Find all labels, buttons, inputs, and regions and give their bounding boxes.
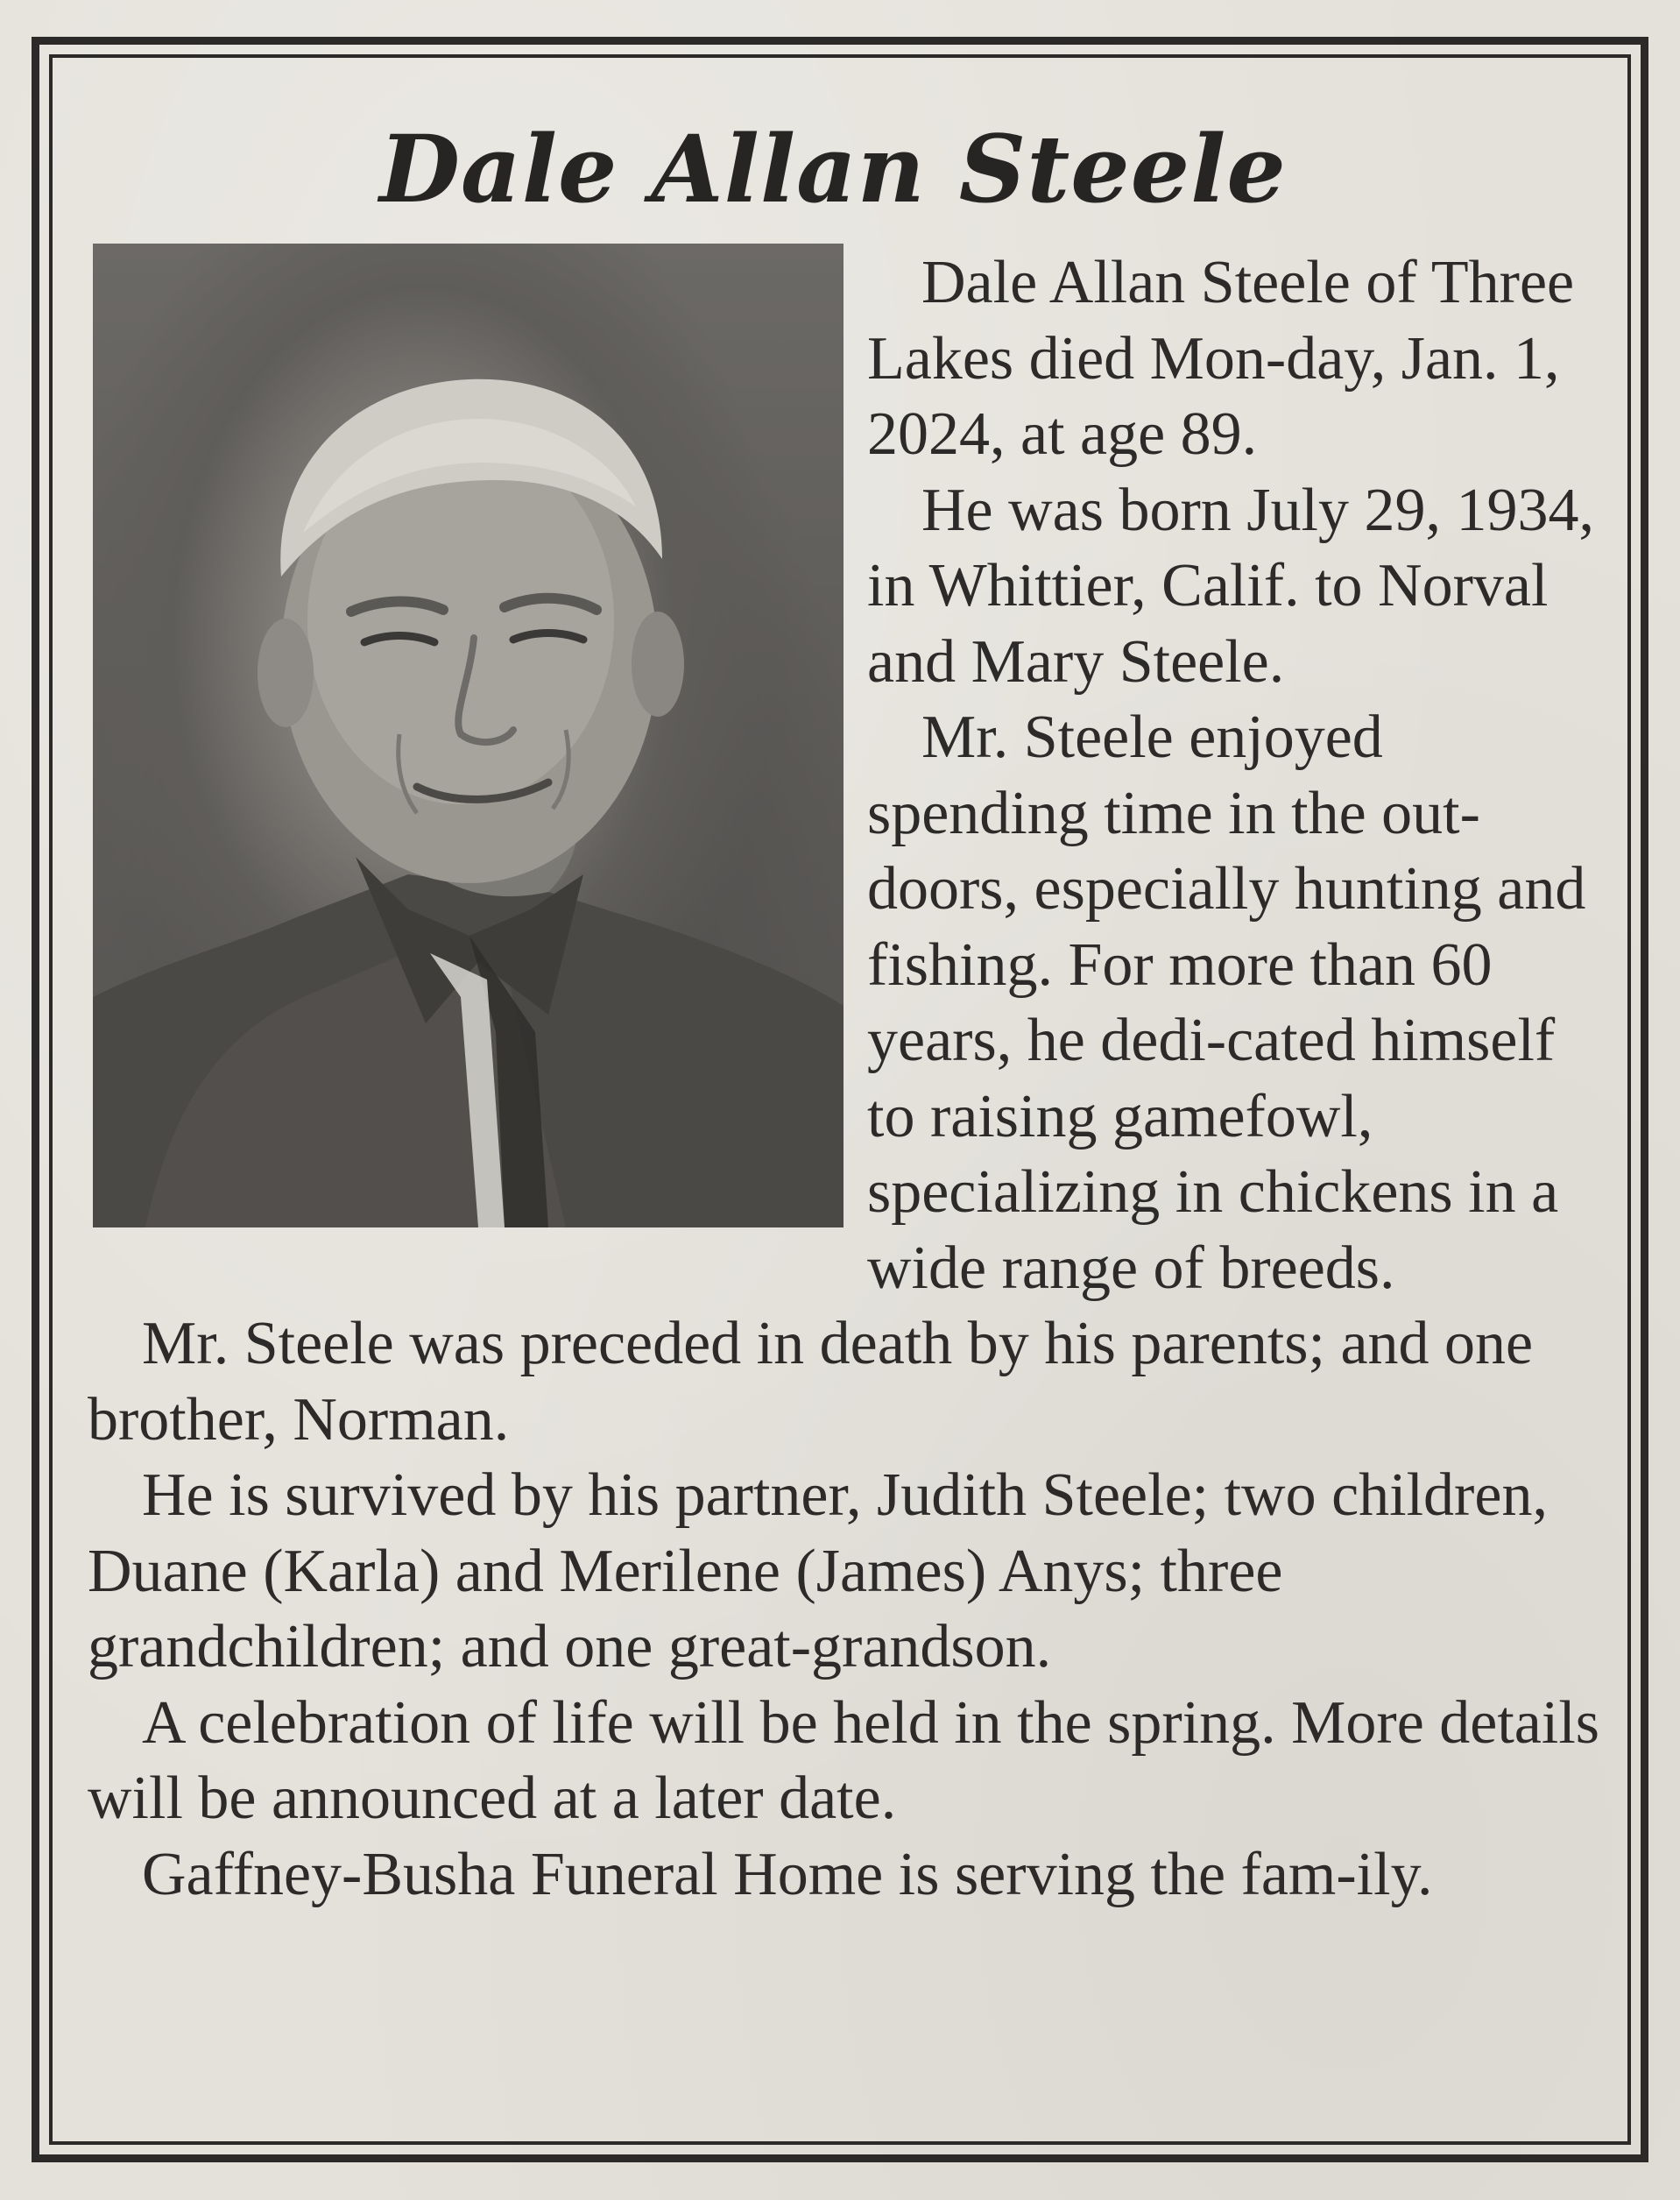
photo-text-wrap-spacer [88, 245, 867, 1249]
paragraph-celebration: A celebration of life will be held in the spring. More details will be announced at a later date. [88, 1688, 1600, 1832]
obituary-title [0, 112, 1680, 226]
paragraph-hobbies: Mr. Steele enjoyed spending time in the out-doors, especially hunting and fishing. For more than 60 years, he dedi-cated himself to raising gamefowl, specializing in chickens in a wide range of breeds. [867, 704, 1586, 1302]
paragraph-survivors: He is survived by his partner, Judith Steele; two children, Duane (Karla) and Merilene (James) Anys; three grandchildren; and one great-grandson. [88, 1461, 1548, 1680]
obituary-name: Dale Allan Steele [379, 114, 1287, 223]
paragraph-death: Dale Allan Steele of Three Lakes died Mon-day, Jan. 1, 2024, at age 89. [867, 249, 1575, 468]
obituary-text [88, 245, 1603, 1913]
paragraph-funeral-home: Gaffney-Busha Funeral Home is serving the fam-ily. [142, 1840, 1433, 1908]
paragraph-birth: He was born July 29, 1934, in Whittier, Calif. to Norval and Mary Steele. [867, 476, 1594, 696]
paragraph-preceded: Mr. Steele was preceded in death by his parents; and one brother, Norman. [88, 1310, 1534, 1454]
